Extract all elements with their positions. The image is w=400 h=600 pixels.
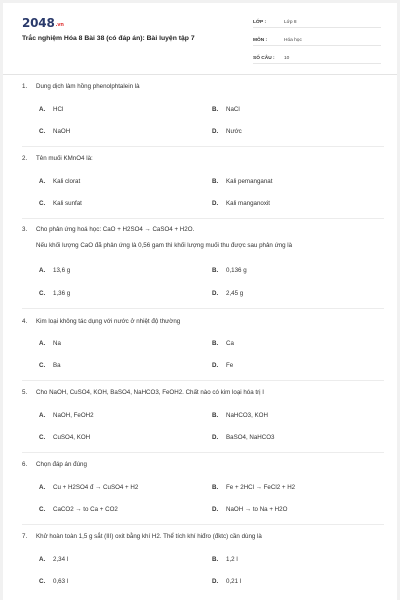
option-text: Kali manganoxit — [226, 200, 271, 207]
option-c[interactable] — [39, 434, 90, 442]
option-letter: A. — [39, 178, 46, 185]
option-d[interactable] — [212, 578, 241, 586]
option-letter: B. — [212, 412, 219, 419]
option-letter: C. — [39, 128, 46, 135]
option-letter: B. — [212, 484, 219, 491]
option-text: Ca — [226, 340, 234, 347]
option-b[interactable] — [212, 412, 268, 420]
meta-label: LỚP : — [253, 20, 267, 25]
question-text: Cho NaOH, CuSO4, KOH, BaSO4, NaHCO3, FeOH2. Chất nào có kim loại hóa trị I — [36, 389, 264, 396]
option-d[interactable] — [212, 200, 270, 208]
option-text: 0,136 g — [226, 267, 247, 274]
option-letter: B. — [212, 267, 219, 274]
option-letter: C. — [39, 362, 46, 369]
option-text: Ba — [53, 362, 61, 369]
option-letter: B. — [212, 106, 219, 113]
question-number: 1. — [22, 83, 28, 90]
option-letter: A. — [39, 340, 46, 347]
option-letter: D. — [212, 434, 219, 441]
option-letter: A. — [39, 267, 46, 274]
option-text: 1,2 l — [226, 556, 238, 563]
option-text: NaCl — [226, 106, 240, 113]
option-c[interactable] — [39, 578, 68, 586]
question-divider — [22, 146, 384, 147]
quiz-meta — [253, 15, 381, 69]
question-text: Kim loại không tác dụng với nước ở nhiệt độ thường — [36, 318, 181, 325]
option-c[interactable] — [39, 290, 70, 298]
question-5 — [22, 389, 384, 397]
option-b[interactable] — [212, 484, 295, 492]
option-d[interactable] — [212, 128, 242, 136]
question-text: Chọn đáp án đúng — [36, 461, 87, 468]
question-4 — [22, 318, 384, 326]
option-d[interactable] — [212, 434, 275, 442]
option-letter: D. — [212, 200, 219, 207]
option-letter: B. — [212, 340, 219, 347]
option-letter: D. — [212, 506, 219, 513]
option-text: CuSO4, KOH — [53, 434, 91, 441]
option-text: NaOH → to Na + H2O — [226, 506, 288, 513]
option-letter: C. — [39, 200, 46, 207]
question-subtext: Nếu khối lượng CaO đã phản ứng là 0,56 gam thì khối lượng muối thu được sau phản ứng là — [36, 242, 293, 249]
option-text: 13,6 g — [53, 267, 71, 274]
logo-text: 2048 — [22, 16, 55, 30]
option-letter: D. — [212, 128, 219, 135]
option-a[interactable] — [39, 106, 63, 114]
question-divider — [22, 524, 384, 525]
question-7 — [22, 533, 384, 541]
option-text: BaSO4, NaHCO3 — [226, 434, 275, 441]
option-a[interactable] — [39, 340, 61, 348]
option-text: NaOH — [53, 128, 71, 135]
option-letter: B. — [212, 178, 219, 185]
option-text: NaOH, FeOH2 — [53, 412, 94, 419]
option-a[interactable] — [39, 178, 80, 186]
question-number: 7. — [22, 533, 28, 540]
option-d[interactable] — [212, 290, 243, 298]
question-1 — [22, 83, 384, 91]
question-text: Khử hoàn toàn 1,5 g sắt (III) oxit bằng khí H2. Thể tích khí hiđro (đktc) cần dùng là — [36, 533, 262, 540]
meta-label: MÔN : — [253, 38, 268, 43]
site-logo[interactable] — [22, 16, 64, 30]
option-text: 2,45 g — [226, 290, 244, 297]
logo-suffix: .vn — [55, 22, 64, 28]
question-3 — [22, 226, 384, 250]
option-text: Kali sunfat — [53, 200, 82, 207]
meta-row-subject — [253, 33, 381, 46]
question-divider — [22, 218, 384, 219]
quiz-page — [3, 3, 397, 600]
question-number: 3. — [22, 226, 28, 233]
option-text: 0,21 l — [226, 578, 242, 585]
option-text: Cu + H2SO4 đ → CuSO4 + H2 — [53, 484, 139, 491]
option-letter: D. — [212, 578, 219, 585]
option-letter: C. — [39, 578, 46, 585]
question-divider — [22, 308, 384, 309]
option-c[interactable] — [39, 200, 82, 208]
option-d[interactable] — [212, 362, 233, 370]
question-text: Dung dịch làm hồng phenolphtalein là — [36, 83, 140, 90]
option-letter: A. — [39, 484, 46, 491]
question-number: 6. — [22, 461, 28, 468]
question-2 — [22, 155, 384, 163]
meta-value: Hóa học — [284, 38, 302, 43]
option-text: Kali clorat — [53, 178, 81, 185]
option-text: Fe + 2HCl → FeCl2 + H2 — [226, 484, 296, 491]
meta-value: Lớp 8 — [284, 20, 297, 25]
question-6 — [22, 461, 384, 469]
option-text: NaHCO3, KOH — [226, 412, 268, 419]
question-number: 2. — [22, 155, 28, 162]
option-b[interactable] — [212, 106, 240, 114]
quiz-header — [3, 3, 397, 75]
option-letter: D. — [212, 290, 219, 297]
option-text: 2,34 l — [53, 556, 69, 563]
question-text: Cho phản ứng hoá học: CaO + H2SO4 → CaSO4 + H2O. — [36, 226, 195, 233]
option-text: CaCO2 → to Ca + CO2 — [53, 506, 118, 513]
page-title: Trắc nghiệm Hóa 8 Bài 38 (có đáp án): Bài luyện tập 7 — [22, 35, 195, 42]
option-a[interactable] — [39, 484, 138, 492]
option-a[interactable] — [39, 556, 68, 564]
option-text: 0,63 l — [53, 578, 69, 585]
question-number: 5. — [22, 389, 28, 396]
question-number: 4. — [22, 318, 28, 325]
option-text: Na — [53, 340, 61, 347]
option-letter: D. — [212, 362, 219, 369]
option-a[interactable] — [39, 412, 94, 420]
option-text: Kali pemanganat — [226, 178, 273, 185]
meta-row-count — [253, 51, 381, 64]
option-letter: A. — [39, 106, 46, 113]
option-b[interactable] — [212, 267, 247, 275]
question-text: Tên muối KMnO4 là: — [36, 155, 93, 162]
meta-label: SỐ CÂU : — [253, 56, 275, 61]
meta-value: 10 — [284, 56, 290, 61]
option-letter: C. — [39, 290, 46, 297]
option-text: 1,36 g — [53, 290, 71, 297]
option-text: Nước — [226, 128, 242, 135]
question-divider — [22, 380, 384, 381]
option-text: HCl — [53, 106, 64, 113]
option-b[interactable] — [212, 178, 272, 186]
option-letter: B. — [212, 556, 219, 563]
option-text: Fe — [226, 362, 234, 369]
option-letter: C. — [39, 506, 46, 513]
option-c[interactable] — [39, 506, 118, 514]
meta-row-class — [253, 15, 381, 28]
option-letter: C. — [39, 434, 46, 441]
option-a[interactable] — [39, 267, 70, 275]
option-c[interactable] — [39, 128, 70, 136]
question-divider — [22, 452, 384, 453]
option-c[interactable] — [39, 362, 61, 370]
option-letter: A. — [39, 412, 46, 419]
option-b[interactable] — [212, 340, 234, 348]
option-b[interactable] — [212, 556, 238, 564]
option-letter: A. — [39, 556, 46, 563]
option-d[interactable] — [212, 506, 287, 514]
